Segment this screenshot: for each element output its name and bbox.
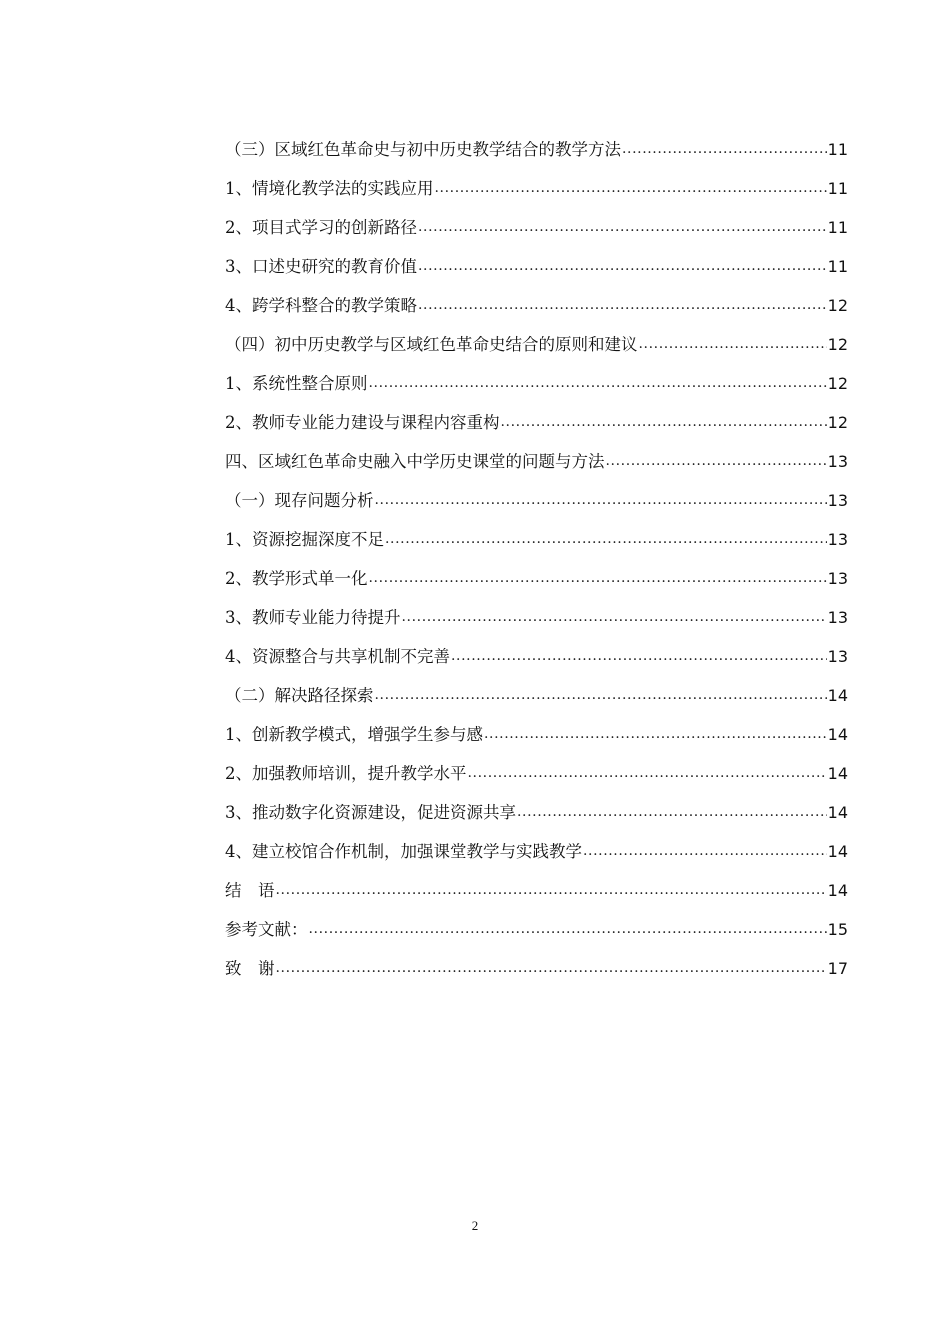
toc-entry-title: （三）区域红色革命史与初中历史教学结合的教学方法: [225, 140, 621, 159]
page-number: 2: [471, 1218, 479, 1233]
toc-entry[interactable]: [225, 949, 848, 988]
toc-entry-page: 12: [827, 335, 848, 354]
toc-dot-leader: [418, 284, 827, 325]
toc-entry-title: （一）现存问题分析: [225, 491, 374, 510]
toc-dot-leader: [276, 947, 827, 988]
toc-entry[interactable]: [225, 364, 848, 403]
toc-entry-title: 3、口述史研究的教育价值: [225, 257, 417, 276]
toc-dot-leader: [435, 167, 827, 208]
toc-entry-page: 14: [827, 725, 848, 744]
toc-dot-leader: [418, 245, 827, 286]
toc-entry-page: 14: [827, 686, 848, 705]
toc-dot-leader: [451, 635, 827, 676]
toc-entry-title: 参考文献：: [225, 920, 308, 939]
toc-dot-leader: [606, 440, 827, 481]
toc-entry-title: 四、区域红色革命史融入中学历史课堂的问题与方法: [225, 452, 605, 471]
toc-entry[interactable]: [225, 442, 848, 481]
toc-entry[interactable]: [225, 403, 848, 442]
toc-dot-leader: [369, 362, 827, 403]
toc-entry[interactable]: [225, 286, 848, 325]
toc-entry[interactable]: [225, 130, 848, 169]
toc-dot-leader: [375, 674, 827, 715]
toc-entry-title: 3、教师专业能力待提升: [225, 608, 401, 627]
toc-entry-title: 2、教学形式单一化: [225, 569, 368, 588]
toc-entry-page: 14: [827, 803, 848, 822]
toc-entry[interactable]: [225, 676, 848, 715]
toc-entry-title: 3、推动数字化资源建设，促进资源共享: [225, 803, 516, 822]
toc-entry[interactable]: [225, 520, 848, 559]
toc-entry-title: 2、项目式学习的创新路径: [225, 218, 417, 237]
toc-entry-page: 14: [827, 764, 848, 783]
toc-entry-page: 12: [827, 413, 848, 432]
toc-dot-leader: [639, 323, 827, 364]
toc-entry-page: 13: [827, 530, 848, 549]
toc-entry-title: 2、加强教师培训，提升教学水平: [225, 764, 467, 783]
toc-entry-page: 11: [827, 140, 848, 159]
toc-entry-title: 1、资源挖掘深度不足: [225, 530, 384, 549]
toc-entry[interactable]: [225, 637, 848, 676]
toc-dot-leader: [375, 479, 827, 520]
toc-dot-leader: [276, 869, 827, 910]
toc-entry-title: 4、建立校馆合作机制，加强课堂教学与实践教学: [225, 842, 582, 861]
toc-entry[interactable]: [225, 169, 848, 208]
toc-entry[interactable]: [225, 715, 848, 754]
toc-entry-title: 1、情境化教学法的实践应用: [225, 179, 434, 198]
toc-dot-leader: [517, 791, 827, 832]
toc-entry-title: 4、资源整合与共享机制不完善: [225, 647, 450, 666]
toc-dot-leader: [402, 596, 827, 637]
table-of-contents: [225, 130, 848, 988]
toc-entry[interactable]: [225, 832, 848, 871]
toc-dot-leader: [468, 752, 827, 793]
toc-entry-page: 15: [827, 920, 848, 939]
toc-entry[interactable]: [225, 481, 848, 520]
toc-dot-leader: [583, 830, 827, 871]
toc-entry-page: 13: [827, 608, 848, 627]
toc-entry-page: 11: [827, 218, 848, 237]
toc-entry[interactable]: [225, 559, 848, 598]
toc-entry[interactable]: [225, 208, 848, 247]
toc-entry[interactable]: [225, 598, 848, 637]
toc-entry-page: 13: [827, 647, 848, 666]
toc-entry-page: 11: [827, 257, 848, 276]
toc-entry-page: 13: [827, 491, 848, 510]
toc-entry[interactable]: [225, 871, 848, 910]
toc-dot-leader: [484, 713, 827, 754]
toc-dot-leader: [369, 557, 827, 598]
toc-entry-title: （四）初中历史教学与区域红色革命史结合的原则和建议: [225, 335, 638, 354]
toc-entry[interactable]: [225, 754, 848, 793]
toc-entry-page: 12: [827, 296, 848, 315]
toc-dot-leader: [501, 401, 827, 442]
toc-entry[interactable]: [225, 325, 848, 364]
toc-entry-title: 4、跨学科整合的教学策略: [225, 296, 417, 315]
toc-entry-title: 2、教师专业能力建设与课程内容重构: [225, 413, 500, 432]
toc-entry[interactable]: [225, 247, 848, 286]
toc-entry[interactable]: [225, 910, 848, 949]
toc-entry-page: 12: [827, 374, 848, 393]
toc-entry-page: 13: [827, 569, 848, 588]
toc-entry-page: 13: [827, 452, 848, 471]
toc-entry-title: 1、创新教学模式，增强学生参与感: [225, 725, 483, 744]
toc-entry-page: 14: [827, 842, 848, 861]
toc-entry-page: 17: [827, 959, 848, 978]
toc-entry-page: 11: [827, 179, 848, 198]
toc-dot-leader: [418, 206, 827, 247]
toc-entry[interactable]: [225, 793, 848, 832]
toc-dot-leader: [385, 518, 827, 559]
toc-entry-title: 结 语: [225, 881, 275, 900]
toc-dot-leader: [622, 128, 827, 169]
toc-entry-page: 14: [827, 881, 848, 900]
toc-dot-leader: [309, 908, 827, 949]
toc-entry-title: （二）解决路径探索: [225, 686, 374, 705]
toc-entry-title: 致 谢: [225, 959, 275, 978]
toc-entry-title: 1、系统性整合原则: [225, 374, 368, 393]
